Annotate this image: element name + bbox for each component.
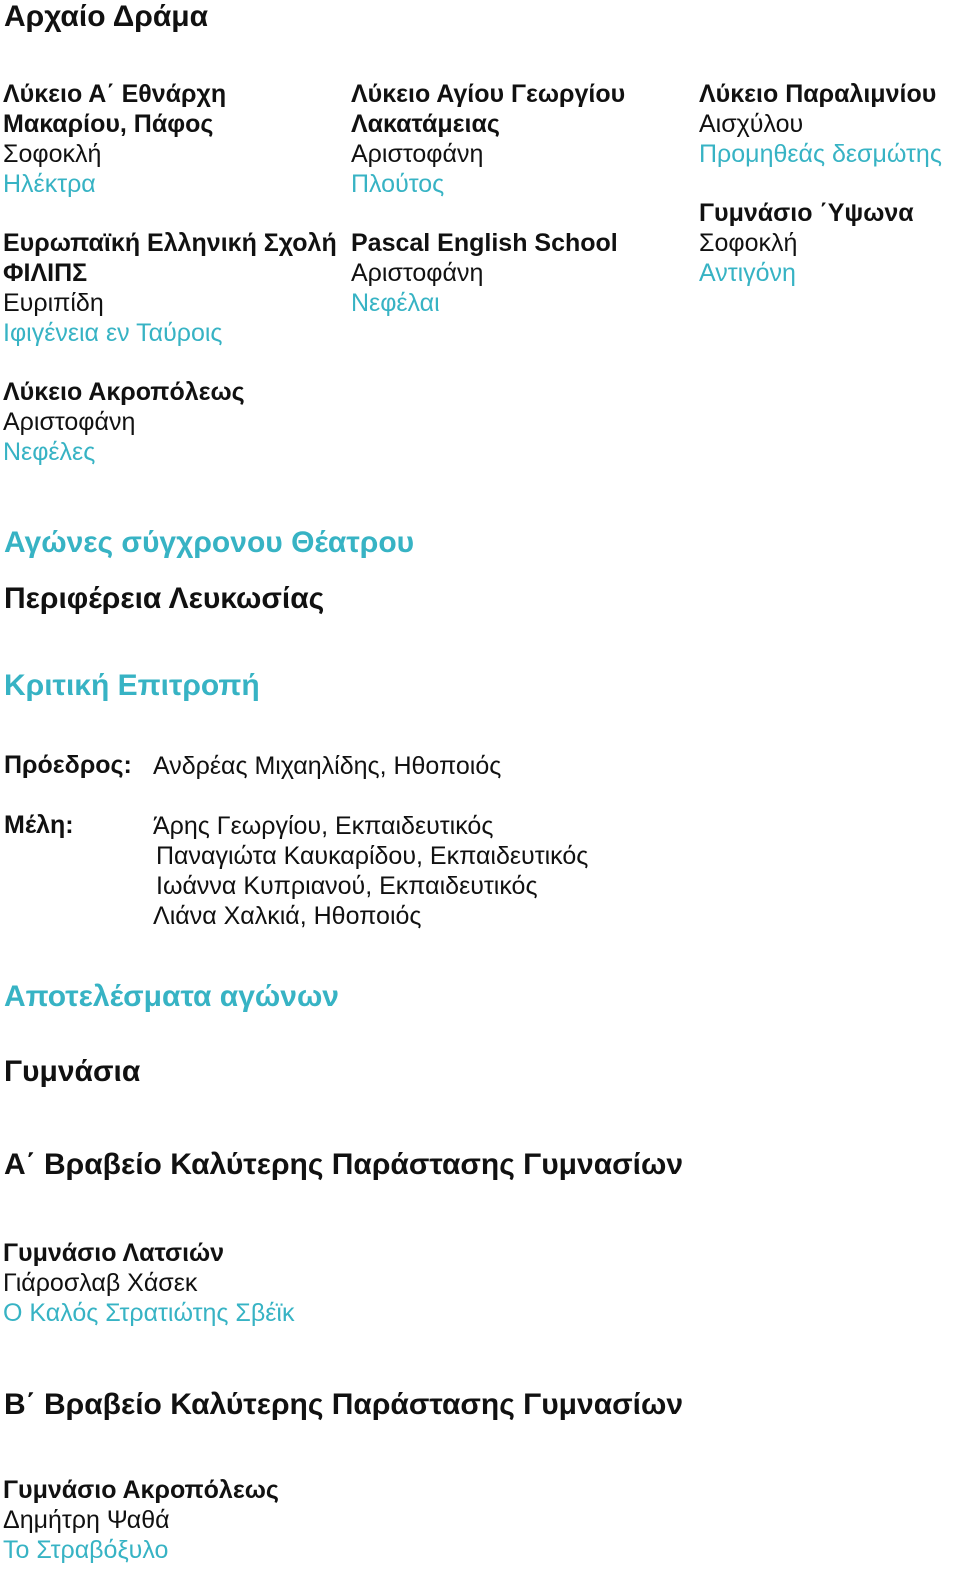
award-title: Β΄ Βραβείο Καλύτερης Παράστασης Γυμνασίων — [4, 1388, 684, 1421]
school-name: Λύκειο Ακροπόλεως — [3, 378, 245, 406]
play-title: Πλούτος — [351, 170, 445, 198]
play-title: Το Στραβόξυλο — [3, 1536, 169, 1564]
author-name: Δημήτρη Ψαθά — [3, 1506, 170, 1534]
school-name: Λύκειο Αγίου Γεωργίου Λακατάμειας — [351, 80, 626, 138]
author-name: Αριστοφάνη — [351, 140, 484, 168]
results-heading: Αποτελέσματα αγώνων — [4, 980, 339, 1013]
school-name: Γυμνάσιο Λατσιών — [3, 1239, 225, 1267]
president-name: Ανδρέας Μιχαηλίδης, Ηθοποιός — [153, 752, 502, 780]
author-name: Αριστοφάνη — [351, 259, 484, 287]
school-name: Λύκειο Α΄ Εθνάρχη Μακαρίου, Πάφος — [3, 80, 227, 138]
play-title: Προμηθεάς δεσμώτης — [699, 140, 942, 168]
award-title: Α΄ Βραβείο Καλύτερης Παράστασης Γυμνασίων — [4, 1148, 684, 1181]
members-label: Μέλη: — [4, 811, 74, 839]
member-item: Ιωάννα Κυπριανού, Εκπαιδευτικός — [156, 872, 538, 900]
member-item: Παναγιώτα Καυκαρίδου, Εκπαιδευτικός — [156, 842, 589, 870]
school-name: Ευρωπαϊκή Ελληνική Σχολή ΦΙΛΙΠΣ — [3, 229, 337, 287]
member-item: Λιάνα Χαλκιά, Ηθοποιός — [153, 902, 422, 930]
drama-entry — [3, 228, 343, 348]
play-title: Νεφέλαι — [351, 289, 440, 317]
author-name: Αριστοφάνη — [3, 408, 136, 436]
school-name: Λύκειο Παραλιμνίου — [699, 80, 937, 108]
drama-entry — [3, 79, 343, 199]
drama-entry — [699, 79, 954, 169]
members-list — [153, 811, 588, 931]
award-entry — [3, 1475, 603, 1565]
author-name: Σοφοκλή — [699, 229, 798, 257]
play-title: Ο Καλός Στρατιώτης Σβέϊκ — [3, 1299, 295, 1327]
school-name: Γυμνάσιο Ακροπόλεως — [3, 1476, 279, 1504]
school-name: Γυμνάσιο ΄Υψωνα — [699, 199, 914, 227]
award-entry — [3, 1238, 603, 1328]
author-name: Αισχύλου — [699, 110, 804, 138]
school-name: Pascal English School — [351, 229, 618, 257]
drama-entry — [351, 79, 691, 199]
category-heading: Γυμνάσια — [4, 1055, 141, 1088]
play-title: Ιφιγένεια εν Ταύροις — [3, 319, 223, 347]
region-heading: Περιφέρεια Λευκωσίας — [4, 582, 325, 615]
drama-entry — [351, 228, 691, 318]
page-title: Αρχαίο Δράμα — [4, 0, 209, 33]
president-label: Πρόεδρος: — [4, 751, 132, 779]
play-title: Αντιγόνη — [699, 259, 796, 287]
contemporary-heading: Αγώνες σύγχρονου Θέατρου — [4, 526, 415, 559]
play-title: Νεφέλες — [3, 438, 96, 466]
author-name: Ευριπίδη — [3, 289, 104, 317]
drama-entry — [3, 377, 343, 467]
play-title: Ηλέκτρα — [3, 170, 96, 198]
drama-entry — [699, 198, 954, 288]
committee-heading: Κριτική Επιτροπή — [4, 669, 260, 702]
author-name: Σοφοκλή — [3, 140, 102, 168]
author-name: Γιάροσλαβ Χάσεκ — [3, 1269, 198, 1297]
member-item: Άρης Γεωργίου, Εκπαιδευτικός — [153, 812, 494, 840]
